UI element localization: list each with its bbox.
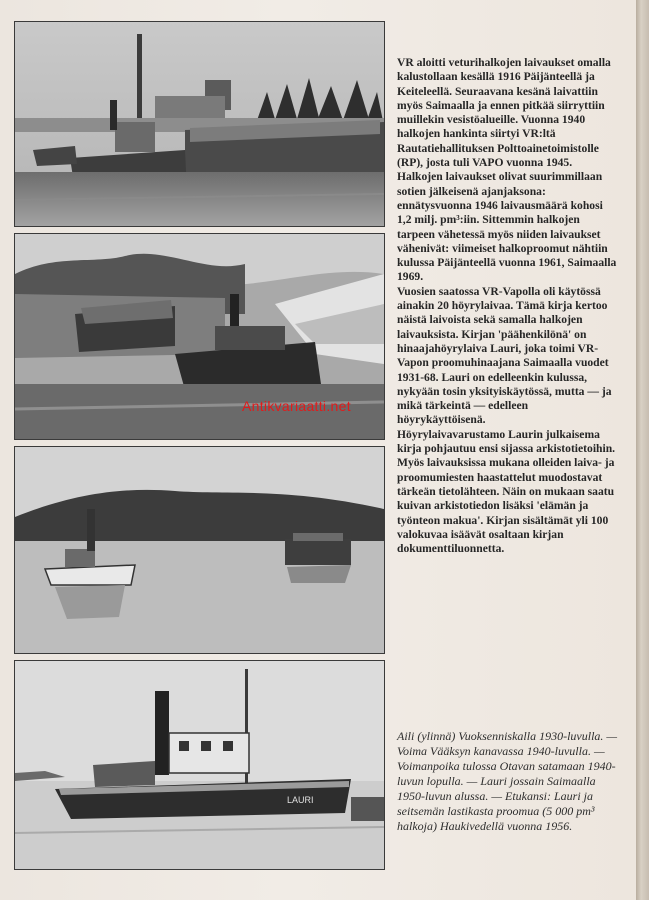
book-spine-edge (636, 0, 649, 900)
photo-aili-vuoksenniska (14, 21, 385, 227)
photo-voimanpoika-otava (14, 446, 385, 654)
paragraph-1: VR aloitti veturihalkojen laivaukset omalla kalustollaan kesällä 1916 Päijänteellä ja Keiteleellä. Seuraavana kesänä laivattiin myös Saimaalla ja ennen pitkää siirryttiin muillekin vesistöalueille. Vuonna 1940 halkojen hankinta siirtyi VR:ltä Rautatiehallituksen Polttoainetoimistolle (RP), josta tuli VAPO vuonna 1945. Halkojen laivaukset olivat suurimmillaan sotien jälkeisenä ajanjaksona: ennätysvuonna 1946 laivausmäärä kohosi 1,2 milj. pm³:iin. Sittemmin halkojen tarpeen vähetessä myös niiden laivaukset vähenivät: viimeiset halkoproomut nähtiin kulussa Päijänteellä vuonna 1961, Saimaalla 1969. (397, 56, 617, 284)
book-description (397, 56, 619, 556)
photo-lauri-saimaa (14, 660, 385, 870)
photo-caption: Aili (ylinnä) Vuoksenniskalla 1930-luvulla. — Voima Vääksyn kanavassa 1940-luvulla. — Voimanpoika tulossa Otavan satamaan 1940-luvun lopulla. — Lauri jossain Saimaalla 1950-luvun alussa. — Etukansi: Lauri ja seitsemän lastikasta proomua (5 000 pm³ halkoja) Haukivedellä vuonna 1956. (397, 729, 618, 833)
paragraph-2: Vuosien saatossa VR-Vapolla oli käytössä ainakin 20 höyrylaivaa. Tämä kirja kertoo näistä laivoista sekä samalla halkojen laivauksista. Kirjan 'päähenkilönä' on hinaajahöyrylaiva Lauri, joka toimi VR-Vapon proomuhinaajana Saimaalla vuodet 1931-68. Lauri on edelleenkin kulussa, nykyään tosin yksityiskäytössä, mutta — ja mikä tärkeintä — edelleen höyrykäyttöisenä. (397, 284, 612, 427)
watermark: Antikvariaatti.net (242, 398, 351, 414)
paragraph-3: Höyrylaivavarustamo Laurin julkaisema kirja pohjautuu ensi sijassa arkistotietoihin. Myös laivauksissa mukana olleiden laiva- ja proomumiesten haastattelut muodostavat tärkeän tietolähteen. Näin on mukaan saatu kuivan arkistotiedon lisäksi 'elämän ja työnteon makua'. Kirjan sisältämät yli 100 valokuvaa isäävät osaltaan kirjan dokumenttiluonnetta. (397, 427, 616, 556)
lauri-hull-text: LAURI (287, 795, 314, 805)
